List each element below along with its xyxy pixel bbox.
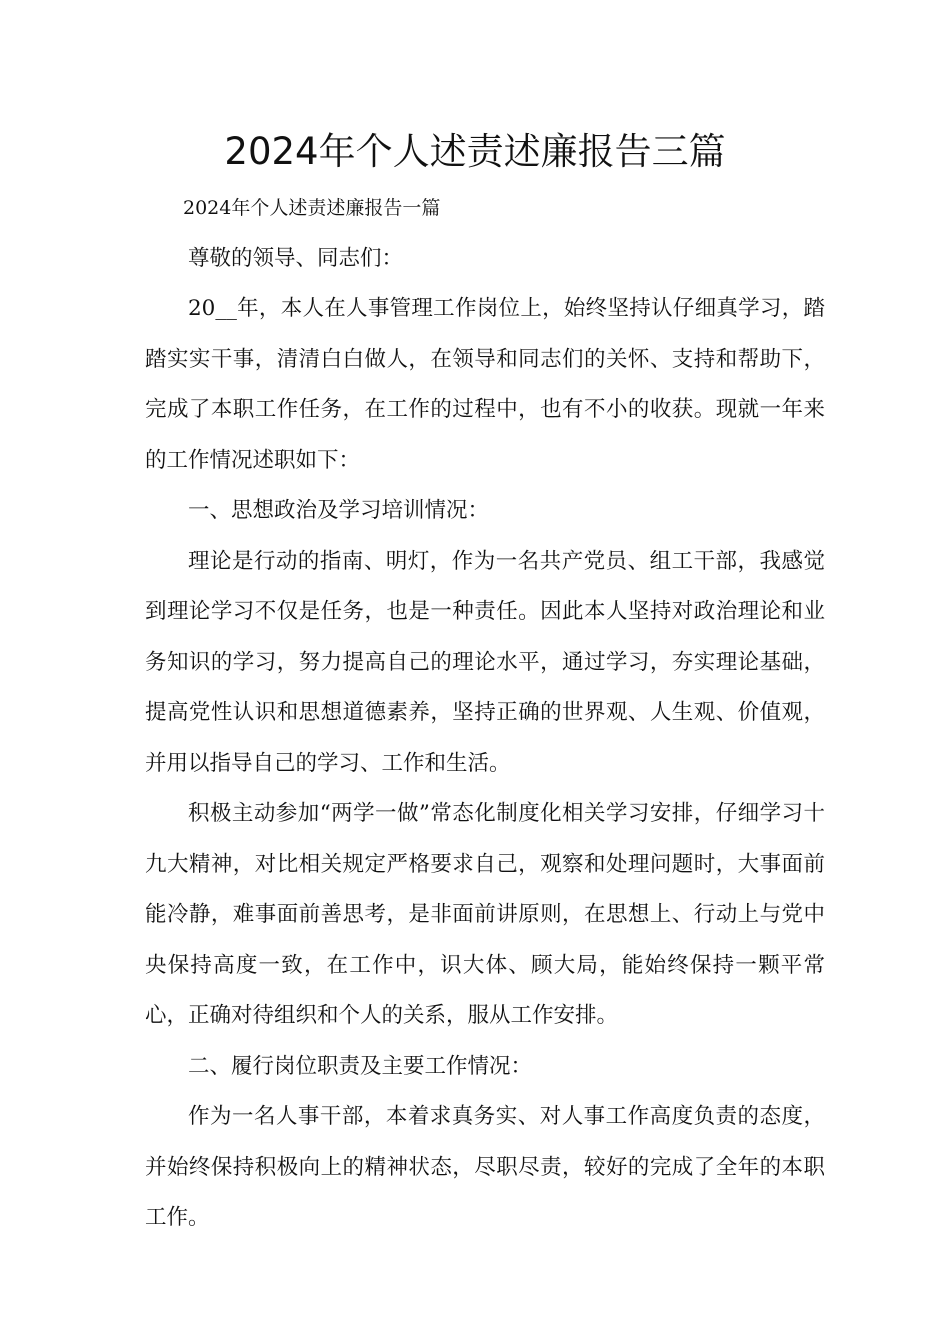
paragraph-intro: 20__年，本人在人事管理工作岗位上，始终坚持认仔细真学习，踏踏实实干事，清清白白做人，在领导和同志们的关怀、支持和帮助下，完成了本职工作任务，在工作的过程中，也有不小的收获。现就一年来的工作情况述职如下： bbox=[145, 296, 825, 473]
heading-section-2: 二、履行岗位职责及主要工作情况： bbox=[188, 1053, 533, 1079]
paragraph-theory: 理论是行动的指南、明灯，作为一名共产党员、组工干部，我感觉到理论学习不仅是任务，也是一种责任。因此本人坚持对政治理论和业务知识的学习，努力提高自己的理论水平，通过学习，夯实理论基础，提高党性认识和思想道德素养，坚持正确的世界观、人生观、价值观，并用以指导自己的学习、工作和生活。 bbox=[145, 548, 825, 776]
document-body bbox=[145, 183, 825, 1244]
section-subtitle: 2024年个人述责述廉报告一篇 bbox=[183, 197, 441, 219]
heading-section-1: 一、思想政治及学习培训情况： bbox=[188, 498, 490, 523]
paragraph-study: 积极主动参加“两学一做”常态化制度化相关学习安排，仔细学习十九大精神，对比相关规定严格要求自己，观察和处理问题时，大事面前能冷静，难事面前善思考，是非面前讲原则，在思想上、行动上与党中央保持高度一致，在工作中，识大体、顾大局，能始终保持一颗平常心，正确对待组织和个人的关系，服从工作安排。 bbox=[145, 801, 825, 1028]
salutation: 尊敬的领导、同志们： bbox=[188, 245, 404, 271]
paragraph-duties: 作为一名人事干部，本着求真务实、对人事工作高度负责的态度，并始终保持积极向上的精神状态，尽职尽责，较好的完成了全年的本职工作。 bbox=[145, 1104, 825, 1230]
document-title: 2024年个人述责述廉报告三篇 bbox=[224, 130, 726, 173]
